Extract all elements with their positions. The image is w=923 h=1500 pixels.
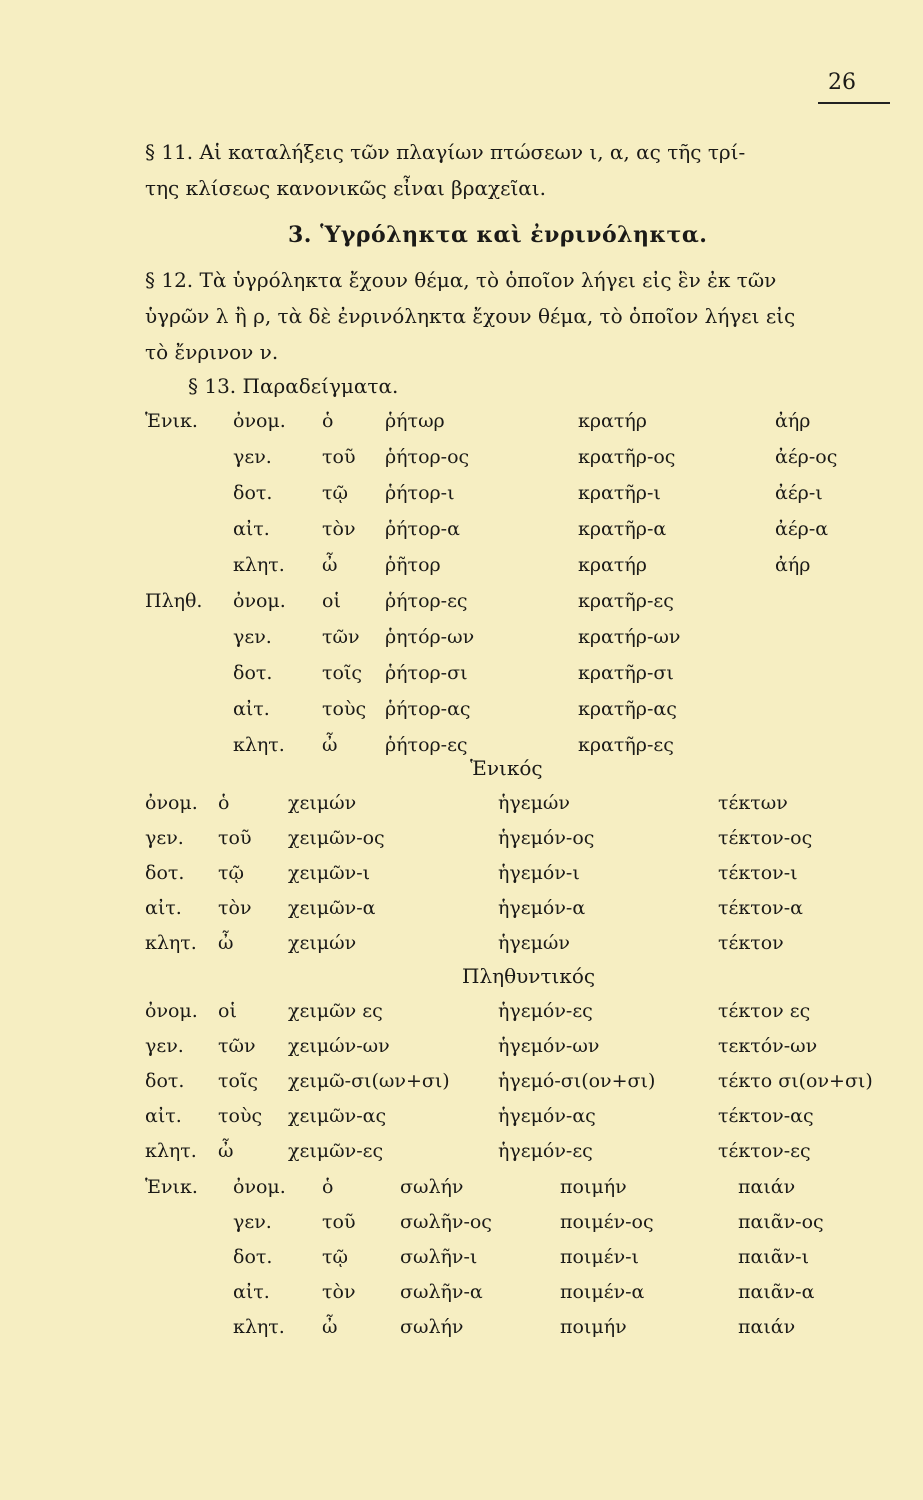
table-row xyxy=(0,446,923,480)
table-row-cell: τὸν xyxy=(218,897,252,919)
table-row-cell: ῥῆτορ xyxy=(385,554,441,576)
table-row-cell: ὀνομ. xyxy=(145,792,198,814)
table-row-cell: ῥήτορ-α xyxy=(385,518,460,540)
table-row-cell: ἀέρ-ος xyxy=(775,446,838,468)
table-row-cell: ὀνομ. xyxy=(145,1000,198,1022)
table-row-cell: τῷ xyxy=(322,482,349,504)
table-row-cell: ἡγεμόν-ες xyxy=(498,1000,593,1022)
table-row-cell: ῥήτορ-ας xyxy=(385,698,471,720)
table-row-cell: τέκτον xyxy=(718,932,784,954)
table-row-cell: ῥήτορ-ες xyxy=(385,590,468,612)
table-row-cell: αἰτ. xyxy=(233,698,270,720)
table-row xyxy=(0,1140,923,1174)
table-row-cell: ἡγεμόν-ες xyxy=(498,1140,593,1162)
table-row-cell: χειμῶν-α xyxy=(288,897,376,919)
table-row-cell: ἀέρ-ι xyxy=(775,482,823,504)
table-row-cell: ὀνομ. xyxy=(233,590,286,612)
table-row-cell: γεν. xyxy=(145,1035,184,1057)
table-row-cell: τῶν xyxy=(218,1035,256,1057)
table-row-cell: οἱ xyxy=(322,590,341,612)
table-row-cell: χειμῶν ες xyxy=(288,1000,383,1022)
table-row-cell: χειμών xyxy=(288,932,357,954)
table-row-cell: δοτ. xyxy=(145,862,185,884)
paragraph-12-line-2: ὑγρῶν λ ἢ ρ, τὰ δὲ ἐνρινόληκτα ἔχουν θέμα, τὸ ὁποῖον λήγει εἰς xyxy=(145,304,796,328)
table-row-cell: ὁ xyxy=(322,410,334,432)
plural-label: Πληθυντικός xyxy=(462,964,596,988)
table-row-cell: χειμῶ-σι(ων+σι) xyxy=(288,1070,450,1092)
table-row-cell: αἰτ. xyxy=(233,1281,270,1303)
table-row-cell: τοῦ xyxy=(218,827,252,849)
table-row-cell: τέκτον-ος xyxy=(718,827,813,849)
table-row-cell: ἡγεμόν-α xyxy=(498,897,586,919)
table-row-cell: ἡγεμόν-ος xyxy=(498,827,595,849)
table-row-cell: ὦ xyxy=(322,554,338,576)
table-row xyxy=(0,734,923,768)
table-row-cell: τέκτον-α xyxy=(718,897,803,919)
table-row-cell: κρατήρ-ων xyxy=(578,626,681,648)
table-row-cell: ὀνομ. xyxy=(233,410,286,432)
table-row-cell: δοτ. xyxy=(233,662,273,684)
table-row-cell: δοτ. xyxy=(233,1246,273,1268)
table-row-cell: οἱ xyxy=(218,1000,237,1022)
table-row-cell: σωλῆν-ι xyxy=(400,1246,478,1268)
paragraph-12-line-1: § 12. Τὰ ὑγρόληκτα ἔχουν θέμα, τὸ ὁποῖον λήγει εἰς ἓν ἐκ τῶν xyxy=(145,268,777,292)
table-row-cell: παιάν xyxy=(738,1316,796,1338)
table-row-cell: ἡγεμών xyxy=(498,792,570,814)
table-row-cell: δοτ. xyxy=(145,1070,185,1092)
table-row xyxy=(0,1246,923,1280)
table-row-cell: κλητ. xyxy=(145,1140,197,1162)
table-row-cell: γεν. xyxy=(233,1211,272,1233)
table-row-cell: τῶν xyxy=(322,626,360,648)
table-row-cell: τὸν xyxy=(322,1281,356,1303)
table-row xyxy=(0,792,923,826)
table-row xyxy=(0,1211,923,1245)
table-row xyxy=(0,518,923,552)
table-row-cell: τέκτον-ι xyxy=(718,862,798,884)
table-row-cell: παιᾶν-α xyxy=(738,1281,815,1303)
table-row-cell: ἡγεμόν-ι xyxy=(498,862,580,884)
table-row xyxy=(0,1176,923,1210)
table-row-cell: ποιμέν-ος xyxy=(560,1211,654,1233)
table-row-cell: αἰτ. xyxy=(145,1105,182,1127)
table-row-cell: γεν. xyxy=(233,446,272,468)
table-row-cell: τοῦ xyxy=(322,1211,356,1233)
table-row-cell: ποιμήν xyxy=(560,1176,627,1198)
table-row-cell: γεν. xyxy=(145,827,184,849)
table-row-cell: κρατῆρ-ας xyxy=(578,698,677,720)
table-row-cell: ἀήρ xyxy=(775,554,811,576)
table-row-cell: χειμῶν-ας xyxy=(288,1105,387,1127)
table-row-cell: ὁ xyxy=(218,792,230,814)
table-row-cell: ὦ xyxy=(218,932,234,954)
table-row-cell: κρατῆρ-α xyxy=(578,518,667,540)
table-row-cell: σωλῆν-ος xyxy=(400,1211,492,1233)
table-row-cell: τεκτόν-ων xyxy=(718,1035,818,1057)
table-row-cell: κρατήρ xyxy=(578,410,647,432)
page-number: 26 xyxy=(828,70,856,95)
table-row-cell: ποιμήν xyxy=(560,1316,627,1338)
table-row-cell: τέκτον-ες xyxy=(718,1140,811,1162)
table-row-cell: τοὺς xyxy=(322,698,367,720)
table-row-cell: χειμῶν-ες xyxy=(288,1140,384,1162)
table-row-cell: τῷ xyxy=(218,862,245,884)
table-row-cell: χειμῶν-ι xyxy=(288,862,371,884)
table-row-cell: τέκτον ες xyxy=(718,1000,811,1022)
singular-label: Ἑνικός xyxy=(470,756,543,780)
table-row-cell: σωλῆν-α xyxy=(400,1281,483,1303)
table-row-cell: τοῖς xyxy=(322,662,363,684)
table-row-cell: κρατῆρ-ι xyxy=(578,482,661,504)
table-row-cell: κρατῆρ-ες xyxy=(578,734,674,756)
table-row-cell: τοὺς xyxy=(218,1105,263,1127)
table-row-cell: κρατῆρ-σι xyxy=(578,662,674,684)
table-row xyxy=(0,932,923,966)
table-row-cell: σωλήν xyxy=(400,1176,464,1198)
table-row-cell: ὦ xyxy=(322,734,338,756)
table-row-cell: κλητ. xyxy=(233,1316,285,1338)
table-row-cell: ἡγεμό-σι(ον+σι) xyxy=(498,1070,656,1092)
table-row-cell: αἰτ. xyxy=(145,897,182,919)
table-row xyxy=(0,1035,923,1069)
table-row xyxy=(0,626,923,660)
table-row-cell: κλητ. xyxy=(145,932,197,954)
table-row xyxy=(0,1281,923,1315)
table-row-cell: ῥήτωρ xyxy=(385,410,445,432)
table-row-cell: κλητ. xyxy=(233,554,285,576)
table-row-cell: χειμών-ων xyxy=(288,1035,390,1057)
table-row xyxy=(0,662,923,696)
page-number-rule xyxy=(818,102,890,104)
table-row-cell: ῥήτορ-ι xyxy=(385,482,455,504)
table-row xyxy=(0,1105,923,1139)
table-row xyxy=(0,1000,923,1034)
table-row xyxy=(0,1316,923,1350)
table-row xyxy=(0,862,923,896)
table-row-cell: τέκτο σι(ον+σι) xyxy=(718,1070,873,1092)
table-row-cell: ὦ xyxy=(218,1140,234,1162)
table-row-cell: τέκτων xyxy=(718,792,788,814)
table-row-cell: κρατῆρ-ος xyxy=(578,446,676,468)
table-row-cell: γεν. xyxy=(233,626,272,648)
table-row-cell: ὀνομ. xyxy=(233,1176,286,1198)
table-row-cell: ῥητόρ-ων xyxy=(385,626,475,648)
paragraph-11-line-2: της κλίσεως κανονικῶς εἶναι βραχεῖαι. xyxy=(145,176,546,200)
paragraph-13-heading: § 13. Παραδείγματα. xyxy=(188,374,399,398)
paragraph-12-line-3: τὸ ἔνρινον ν. xyxy=(145,340,279,364)
table-row-cell: παιᾶν-ι xyxy=(738,1246,810,1268)
table-row xyxy=(0,1070,923,1104)
table-row-cell: Ἑνικ. xyxy=(145,1176,198,1198)
table-row-cell: ποιμέν-α xyxy=(560,1281,645,1303)
section-heading: 3. Ὑγρόληκτα καὶ ἐνρινόληκτα. xyxy=(288,222,708,248)
table-row-cell: ἀήρ xyxy=(775,410,811,432)
table-row xyxy=(0,590,923,624)
table-row-cell: τὸν xyxy=(322,518,356,540)
table-row xyxy=(0,897,923,931)
table-row-cell: ῥήτορ-ες xyxy=(385,734,468,756)
table-row-cell: χειμών xyxy=(288,792,357,814)
table-row-cell: χειμῶν-ος xyxy=(288,827,385,849)
table-row-cell: σωλήν xyxy=(400,1316,464,1338)
table-row-cell: ὦ xyxy=(322,1316,338,1338)
table-row-cell: ἡγεμόν-ων xyxy=(498,1035,600,1057)
table-row-cell: ἡγεμών xyxy=(498,932,570,954)
table-row-cell: ῥήτορ-σι xyxy=(385,662,468,684)
table-row-cell: παιᾶν-ος xyxy=(738,1211,824,1233)
table-row-cell: ἡγεμόν-ας xyxy=(498,1105,596,1127)
table-row xyxy=(0,827,923,861)
table-row-cell: αἰτ. xyxy=(233,518,270,540)
table-row-cell: κρατήρ xyxy=(578,554,647,576)
table-row-cell: τοῖς xyxy=(218,1070,259,1092)
table-row-cell: παιάν xyxy=(738,1176,796,1198)
table-row xyxy=(0,482,923,516)
table-row-cell: τῷ xyxy=(322,1246,349,1268)
table-row-cell: ἀέρ-α xyxy=(775,518,829,540)
table-row-cell: ποιμέν-ι xyxy=(560,1246,639,1268)
table-row-cell: Ἑνικ. xyxy=(145,410,198,432)
table-row-cell: κλητ. xyxy=(233,734,285,756)
table-row-cell: ὁ xyxy=(322,1176,334,1198)
table-row xyxy=(0,554,923,588)
table-row-cell: δοτ. xyxy=(233,482,273,504)
paragraph-11-line-1: § 11. Αἱ καταλήξεις τῶν πλαγίων πτώσεων ι, α, ας τῆς τρί- xyxy=(145,140,746,164)
table-row xyxy=(0,698,923,732)
table-row-cell: Πληθ. xyxy=(145,590,203,612)
table-row-cell: κρατῆρ-ες xyxy=(578,590,674,612)
table-row-cell: τοῦ xyxy=(322,446,356,468)
table-row-cell: τέκτον-ας xyxy=(718,1105,814,1127)
table-row-cell: ῥήτορ-ος xyxy=(385,446,470,468)
table-row xyxy=(0,410,923,444)
